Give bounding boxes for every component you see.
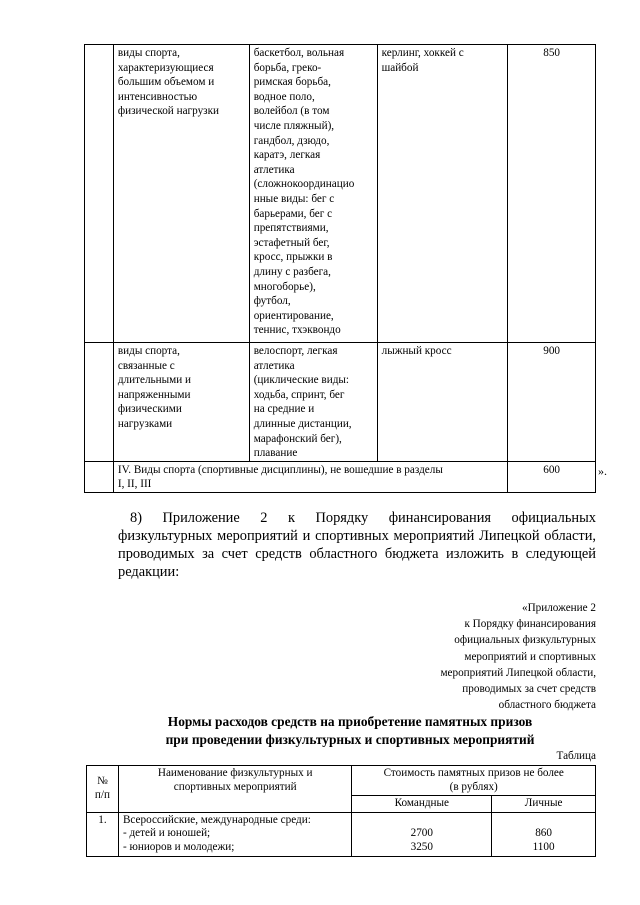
cell-line: эстафетный бег, bbox=[253, 236, 330, 249]
cell-line: (циклические виды: bbox=[253, 374, 350, 387]
event-name: Всероссийские, международные среди: bbox=[122, 813, 311, 826]
sport-category-cell bbox=[113, 343, 249, 462]
cell-line: каратэ, легкая bbox=[253, 149, 321, 162]
cell-line: шайбой bbox=[381, 61, 419, 74]
cell-line: числе пляжный), bbox=[253, 119, 335, 132]
extra-sports-cell bbox=[377, 45, 508, 343]
amendment-paragraph-line: проводимых за счет средств областного бюджета изложить в следующей bbox=[118, 546, 596, 562]
table-cell bbox=[85, 45, 114, 343]
column-header-num: № п/п bbox=[87, 766, 119, 813]
cell-line: длину с разбега, bbox=[253, 265, 331, 278]
cell-line: ходьба, спринт, бег bbox=[253, 388, 345, 401]
cell-line: на средние и bbox=[253, 403, 315, 416]
appendix-line: к Порядку финансирования bbox=[464, 618, 596, 631]
cell-line: интенсивностью bbox=[117, 90, 198, 103]
cell-line: длительными и bbox=[117, 374, 192, 387]
cell-line: напряженными bbox=[117, 388, 191, 401]
cell-line: нные виды: бег с bbox=[253, 192, 335, 205]
cell-line: (сложнокоординацио bbox=[253, 178, 355, 191]
appendix-line: «Приложение 2 bbox=[521, 602, 596, 614]
cell-line: кросс, прыжки в bbox=[253, 251, 333, 264]
appendix-line: мероприятий Липецкой области, bbox=[440, 666, 596, 679]
table-row bbox=[87, 812, 596, 856]
table-header-row bbox=[87, 766, 596, 796]
cell-line: римская борьба, bbox=[253, 76, 331, 89]
title-line: Нормы расходов средств на приобретение памятных призов bbox=[167, 714, 533, 729]
cell-line: виды спорта, bbox=[117, 345, 180, 357]
cell-line: IV. Виды спорта (спортивные дисциплины), не вошедшие в разделы bbox=[117, 463, 443, 476]
column-header-personal: Личные bbox=[492, 796, 596, 813]
personal-prize-value: 1100 bbox=[532, 840, 555, 853]
table-label: Таблица bbox=[556, 750, 596, 762]
cell-line: гандбол, дзюдо, bbox=[253, 134, 330, 147]
personal-prize-cell bbox=[492, 812, 596, 856]
table-row bbox=[85, 461, 596, 492]
appendix-line: проводимых за счет средств bbox=[462, 683, 596, 696]
cell-line: волейбол (в том bbox=[253, 105, 330, 118]
sports-list-cell bbox=[249, 343, 377, 462]
amendment-paragraph-line: редакции: bbox=[118, 564, 180, 580]
table-row bbox=[85, 45, 596, 343]
table-cell bbox=[85, 461, 114, 492]
cell-line: большим объемом и bbox=[117, 76, 215, 89]
cell-line: борьба, греко- bbox=[253, 61, 322, 74]
prize-norms-table bbox=[86, 765, 596, 857]
cell-line: теннис, тхэквондо bbox=[253, 324, 341, 337]
amount-cell: 850 bbox=[508, 45, 596, 343]
cell-line: атлетика bbox=[253, 359, 295, 372]
cell-line: физической нагрузки bbox=[117, 105, 220, 118]
amount-cell: 600 bbox=[508, 461, 596, 492]
cell-line: виды спорта, bbox=[117, 47, 180, 59]
cell-line: нагрузками bbox=[117, 417, 173, 430]
cell-line: I, II, III bbox=[117, 478, 152, 491]
cell-line: водное поло, bbox=[253, 90, 315, 103]
cell-line: препятствиями, bbox=[253, 222, 329, 235]
section-iv-cell bbox=[113, 461, 507, 492]
cell-line: ориентирование, bbox=[253, 309, 334, 322]
cell-line: барьерами, бег с bbox=[253, 207, 333, 220]
appendix-line: официальных физкультурных bbox=[454, 634, 596, 647]
sports-list-cell bbox=[249, 45, 377, 343]
extra-sports-cell: лыжный кросс bbox=[377, 343, 508, 462]
row-number: 1. bbox=[87, 812, 119, 856]
event-name-cell bbox=[118, 812, 351, 856]
cell-line: плавание bbox=[253, 447, 298, 460]
appendix-line: областного бюджета bbox=[498, 699, 596, 712]
cell-line: керлинг, хоккей с bbox=[381, 47, 464, 59]
cell-line: баскетбол, вольная bbox=[253, 47, 345, 59]
cell-line: велоспорт, легкая bbox=[253, 345, 338, 357]
appendix-header bbox=[356, 600, 596, 713]
event-subitem: - детей и юношей; bbox=[122, 827, 211, 840]
document-title bbox=[120, 713, 580, 748]
sports-categories-table bbox=[84, 44, 596, 493]
table-row bbox=[85, 343, 596, 462]
amendment-paragraph-line: физкультурных мероприятий и спортивных мероприятий Липецкой области, bbox=[118, 528, 596, 544]
team-prize-value: 2700 bbox=[410, 827, 433, 840]
column-header-cost: Стоимость памятных призов не более (в рублях) bbox=[352, 766, 596, 796]
amount-cell: 900 bbox=[508, 343, 596, 462]
title-line: при проведении физкультурных и спортивных мероприятий bbox=[165, 731, 535, 747]
personal-prize-value: 860 bbox=[535, 827, 552, 840]
sport-category-cell bbox=[113, 45, 249, 343]
cell-line: связанные с bbox=[117, 359, 175, 372]
appendix-line: мероприятий и спортивных bbox=[464, 650, 596, 663]
closing-quote-mark: ». bbox=[598, 464, 607, 478]
team-prize-cell bbox=[352, 812, 492, 856]
cell-line: физическими bbox=[117, 403, 182, 416]
column-header-name: Наименование физкультурных и спортивных мероприятий bbox=[118, 766, 351, 813]
cell-line: атлетика bbox=[253, 163, 295, 176]
team-prize-value: 3250 bbox=[410, 840, 433, 853]
cell-line: футбол, bbox=[253, 295, 291, 308]
cell-line: характеризующиеся bbox=[117, 61, 214, 74]
event-subitem: - юниоров и молодежи; bbox=[122, 840, 235, 853]
table-cell bbox=[85, 343, 114, 462]
cell-line: длинные дистанции, bbox=[253, 417, 352, 430]
amendment-paragraph: 8) Приложение 2 к Порядку финансирования официальных bbox=[130, 510, 596, 526]
column-header-team: Командные bbox=[352, 796, 492, 813]
cell-line: многоборье), bbox=[253, 280, 316, 293]
cell-line: марафонский бег), bbox=[253, 432, 342, 445]
